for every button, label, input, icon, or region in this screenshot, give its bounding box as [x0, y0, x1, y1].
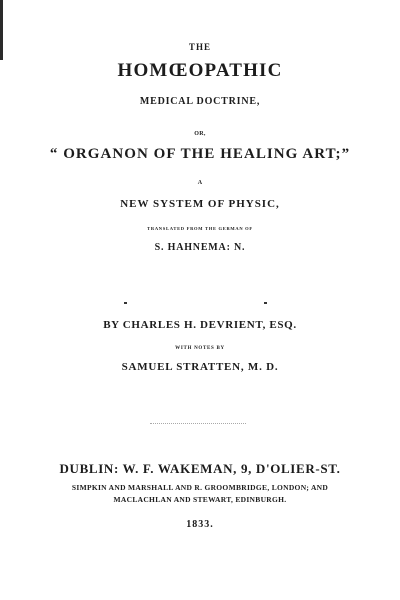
article-a: A [197, 180, 203, 186]
translator-credit: BY CHARLES H. DEVRIENT, ESQ. [103, 319, 297, 331]
ink-speck [264, 302, 267, 304]
imprint-line-3: MACLACHLAN AND STEWART, EDINBURGH. [113, 495, 287, 504]
book-description: NEW SYSTEM OF PHYSIC, [120, 198, 280, 210]
translated-from-label: TRANSLATED FROM THE GERMAN OF [147, 226, 253, 231]
book-title: HOMŒOPATHIC [117, 60, 283, 81]
or-connector: OR, [194, 131, 206, 137]
alternate-title: “ ORGANON OF THE HEALING ART;” [49, 146, 351, 162]
original-author: S. HAHNEMA: N. [154, 242, 246, 253]
annotator-credit: SAMUEL STRATTEN, M. D. [121, 361, 279, 373]
book-subtitle: MEDICAL DOCTRINE, [139, 96, 261, 107]
with-notes-label: WITH NOTES BY [175, 346, 225, 351]
ink-speck [124, 302, 127, 304]
publication-year: 1833. [186, 519, 214, 530]
imprint-line-2: SIMPKIN AND MARSHALL AND R. GROOMBRIDGE, LONDON; AND [71, 483, 329, 492]
title-article: THE [188, 42, 212, 52]
publisher-line: DUBLIN: W. F. WAKEMAN, 9, D'OLIER-ST. [59, 461, 341, 476]
divider-rule [150, 423, 246, 425]
